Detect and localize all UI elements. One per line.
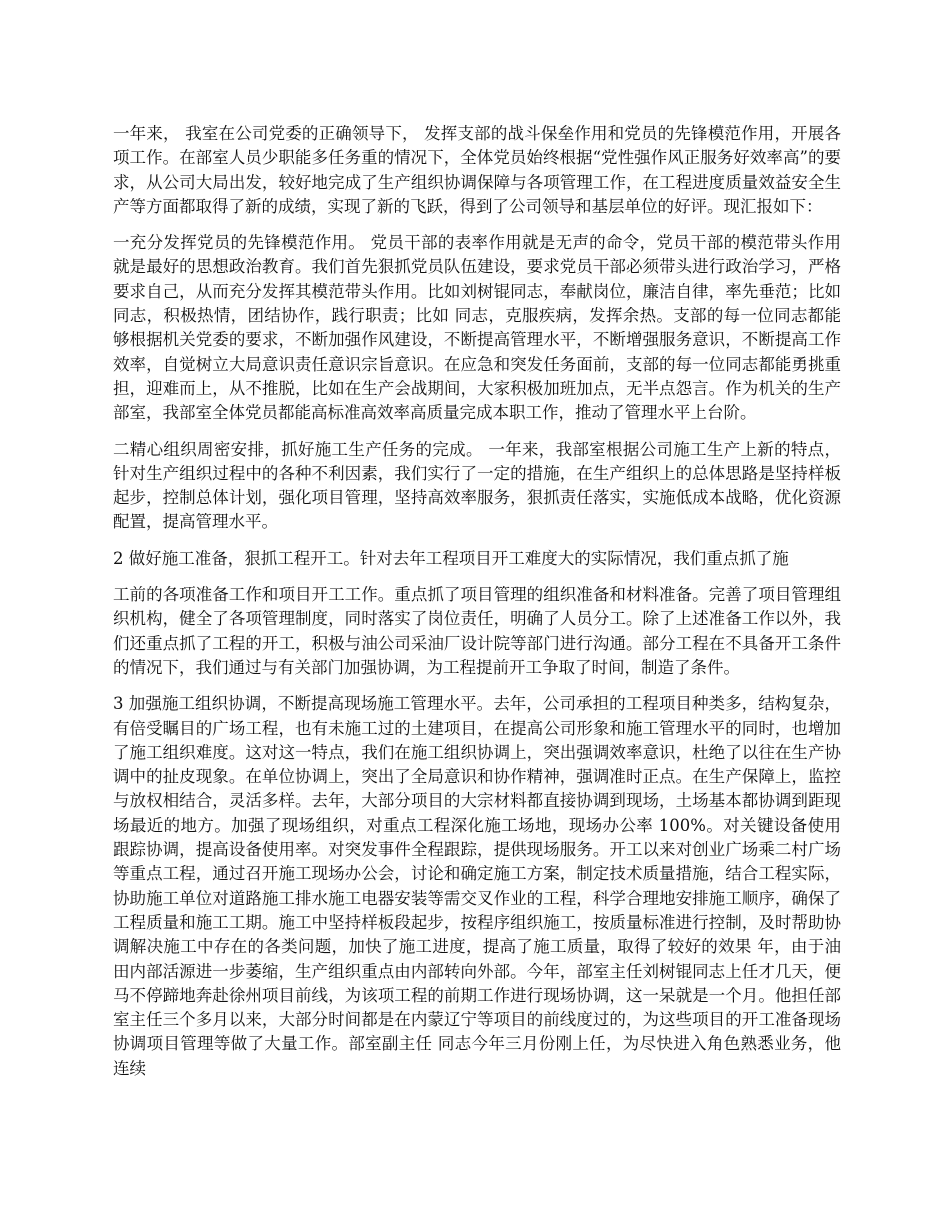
paragraph-section-1: 一充分发挥党员的先锋模范作用。 党员干部的表率作用就是无声的命令，党员干部的模范带头作用就是最好的思想政治教育。我们首先狠抓党员队伍建设，要求党员干部必须带头进行政治学习，严格要求自己，从而充分发挥其模范带头作用。比如刘树锟同志，奉献岗位，廉洁自律，率先垂范；比如 同志，积极热情，团结协作，践行职责；比如 同志，克服疾病，发挥余热。支部的每一位同志都能够根据机关党委的要求，不断加强作风建设，不断提高管理水平，不断增强服务意识，不断提高工作效率，自觉树立大局意识责任意识宗旨意识。在应急和突发任务面前，支部的每一位同志都能勇挑重担，迎难而上，从不推脱，比如在生产会战期间，大家积极加班加点，无半点怨言。作为机关的生产部室，我部室全体党员都能高标准高效率高质量完成本职工作，推动了管理水平上台阶。 <box>113 233 841 423</box>
paragraph-section-2: 二精心组织周密安排，抓好施工生产任务的完成。 一年来，我部室根据公司施工生产上新的特点，针对生产组织过程中的各种不利因素，我们实行了一定的措施，在生产组织上的总体思路是坚持样板起步，控制总体计划，强化项目管理，坚持高效率服务，狠抓责任落实，实施低成本战略，优化资源配置，提高管理水平。 <box>113 439 841 532</box>
document-body <box>113 122 841 1093</box>
paragraph-item-2-body: 工前的各项准备工作和项目开工工作。重点抓了项目管理的组织准备和材料准备。完善了项目管理组织机构，健全了各项管理制度，同时落实了岗位责任，明确了人员分工。除了上述准备工作以外，我们还重点抓了工程的开工，积极与油公司采油厂设计院等部门进行沟通。部分工程在不具备开工条件的情况下，我们通过与有关部门加强协调，为工程提前开工争取了时间，制造了条件。 <box>113 585 841 677</box>
paragraph-item-2-heading: 2 做好施工准备，狠抓工程开工。针对去年工程项目开工难度大的实际情况，我们重点抓了施 <box>113 548 789 568</box>
paragraph-item-3: 3 加强施工组织协调，不断提高现场施工管理水平。去年，公司承担的工程项目种类多，结构复杂，有倍受瞩目的广场工程，也有未施工过的土建项目，在提高公司形象和施工管理水平的同时，也增加了施工组织难度。这对这一特点，我们在施工组织协调上，突出强调效率意识，杜绝了以往在生产协调中的扯皮现象。在单位协调上，突出了全局意识和协作精神，强调准时正点。在生产保障上，监控与放权相结合，灵活多样。去年，大部分项目的大宗材料都直接协调到现场，土场基本都协调到距现场最近的地方。加强了现场组织，对重点工程深化施工场地，现场办公率 100%。对关键设备使用跟踪协调，提高设备使用率。对突发事件全程跟踪，提供现场服务。开工以来对创业广场乘二村广场等重点工程，通过召开施工现场办公会，讨论和确定施工方案，制定技术质量措施，结合工程实际，协助施工单位对道路施工排水施工电器安装等需交叉作业的工程，科学合理地安排施工顺序，确保了工程质量和施工工期。施工中坚持样板段起步，按程序组织施工，按质量标准进行控制，及时帮助协调解决施工中存在的各类问题，加快了施工进度，提高了施工质量，取得了较好的效果 年，由于油田内部活源进一步萎缩，生产组织重点由内部转向外部。今年，部室主任刘树锟同志上任才几天，便马不停蹄地奔赴徐州项目前线，为该项工程的前期工作进行现场协调，这一呆就是一个月。他担任部室主任三个多月以来，大部分时间都是在内蒙辽宁等项目的前线度过的，为这些项目的开工准备现场协调项目管理等做了大量工作。部室副主任 同志今年三月份刚上任，为尽快进入角色熟悉业务，他连续 <box>113 694 841 1078</box>
paragraph-intro: 一年来， 我室在公司党委的正确领导下， 发挥支部的战斗保垒作用和党员的先锋模范作用，开展各项工作。在部室人员少职能多任务重的情况下，全体党员始终根据“党性强作风正服务好效率高”的要求，从公司大局出发，较好地完成了生产组织协调保障与各项管理工作，在工程进度质量效益安全生产等方面都取得了新的成绩，实现了新的飞跃，得到了公司领导和基层单位的好评。现汇报如下： <box>113 124 841 216</box>
